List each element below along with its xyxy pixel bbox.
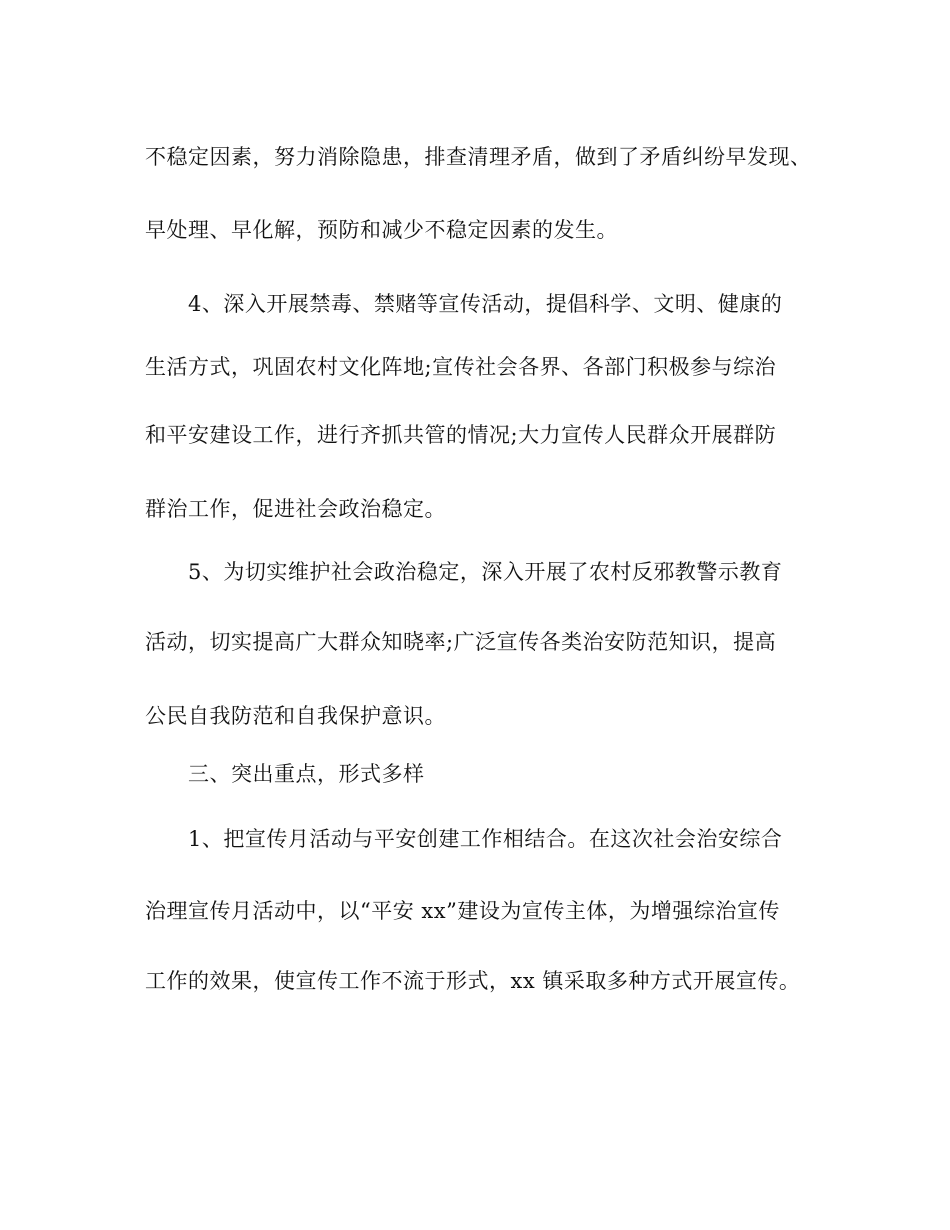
text-line: 公民自我防范和自我保护意识。 — [145, 704, 446, 728]
paragraph-start-line: 1、把宣传月活动与平安创建工作相结合。在这次社会治安综合 — [188, 827, 783, 851]
text-line: 治理宣传月活动中，以“平安 xx”建设为宣传主体，为增强综治宣传 — [145, 899, 780, 923]
text-line: 不稳定因素，努力消除隐患，排查清理矛盾，做到了矛盾纠纷早发现、 — [145, 145, 812, 169]
text-line: 活动，切实提高广大群众知晓率;广泛宣传各类治安防范知识，提高 — [145, 630, 777, 654]
paragraph-start-line: 5、为切实维护社会政治稳定，深入开展了农村反邪教警示教育 — [188, 560, 783, 584]
text-line: 工作的效果，使宣传工作不流于形式，xx 镇采取多种方式开展宣传。 — [145, 969, 801, 993]
text-line: 早处理、早化解，预防和减少不稳定因素的发生。 — [145, 218, 618, 242]
text-line: 和平安建设工作，进行齐抓共管的情况;大力宣传人民群众开展群防 — [145, 423, 777, 447]
paragraph-start-line: 4、深入开展禁毒、禁赌等宣传活动，提倡科学、文明、健康的 — [188, 292, 783, 316]
text-line: 群治工作，促进社会政治稳定。 — [145, 497, 446, 521]
text-line: 生活方式，巩固农村文化阵地;宣传社会各界、各部门积极参与综治 — [145, 355, 777, 379]
section-heading: 三、突出重点，形式多样 — [188, 762, 425, 786]
